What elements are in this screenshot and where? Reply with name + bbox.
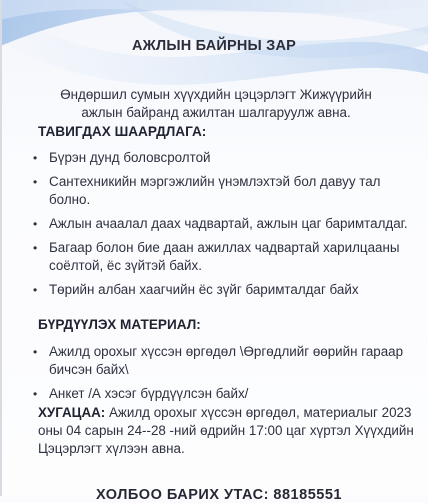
announcement-title: АЖЛЫН БАЙРНЫ ЗАР <box>131 38 296 54</box>
list-item <box>31 343 419 379</box>
bullet-icon: • <box>33 387 38 401</box>
list-item-text: Сантехникийн мэргэжлийн үнэмлэхтэй бол давуу тал болно. <box>49 174 381 207</box>
bullet-icon: • <box>33 241 38 255</box>
deadline-label: ХУГАЦАА: <box>38 405 106 420</box>
requirements-list <box>31 149 419 305</box>
list-item-text: Төрийн албан хаагчийн ёс зүйг баримталдаг байх <box>49 282 359 297</box>
list-item-text: Ажилд орохыг хүссэн өргөдөл \Өргөдлийг өөрийн гараар бичсэн байх\ <box>49 344 404 377</box>
contact-phone: ХОЛБОО БАРИХ УТАС: 88185551 <box>96 487 342 503</box>
requirements-heading: ТАВИГДАХ ШААРДЛАГА: <box>38 124 207 139</box>
list-item <box>31 149 419 167</box>
list-item <box>31 281 419 299</box>
bullet-icon: • <box>33 283 38 297</box>
list-item-text: Анкет /А хэсэг бүрдүүлсэн байх/ <box>49 386 249 401</box>
list-item-text: Багаар болон бие даан ажиллах чадвартай харилцааны соёлтой, ёс зүйтэй байх. <box>49 240 400 273</box>
bullet-icon: • <box>33 151 38 165</box>
bullet-icon: • <box>33 175 38 189</box>
list-item <box>31 173 419 209</box>
list-item <box>31 215 419 233</box>
bullet-icon: • <box>33 345 38 359</box>
list-item <box>31 239 419 275</box>
materials-heading: БҮРДҮҮЛЭХ МАТЕРИАЛ: <box>38 317 201 332</box>
list-item-text: Бүрэн дунд боловсролтой <box>49 150 211 165</box>
materials-list <box>31 343 419 409</box>
intro-paragraph: Өндөршил сумын хүүхдийн цэцэрлэгт Жижүүрийн ажлын байранд ажилтан шалгаруулж авна. <box>60 87 372 120</box>
deadline-text: Ажилд орохыг хүссэн өргөдөл, материалыг 2023 оны 04 сарын 24--28 -ний өдрийн 17:00 цаг хүртэл Хүүхдийн Цэцэрлэгт хүлээн авна. <box>38 405 414 456</box>
bullet-icon: • <box>33 217 38 231</box>
list-item <box>31 385 419 403</box>
list-item-text: Ажлын ачаалал даах чадвартай, ажлын цаг баримталдаг. <box>49 216 408 231</box>
deadline-paragraph <box>38 404 423 458</box>
